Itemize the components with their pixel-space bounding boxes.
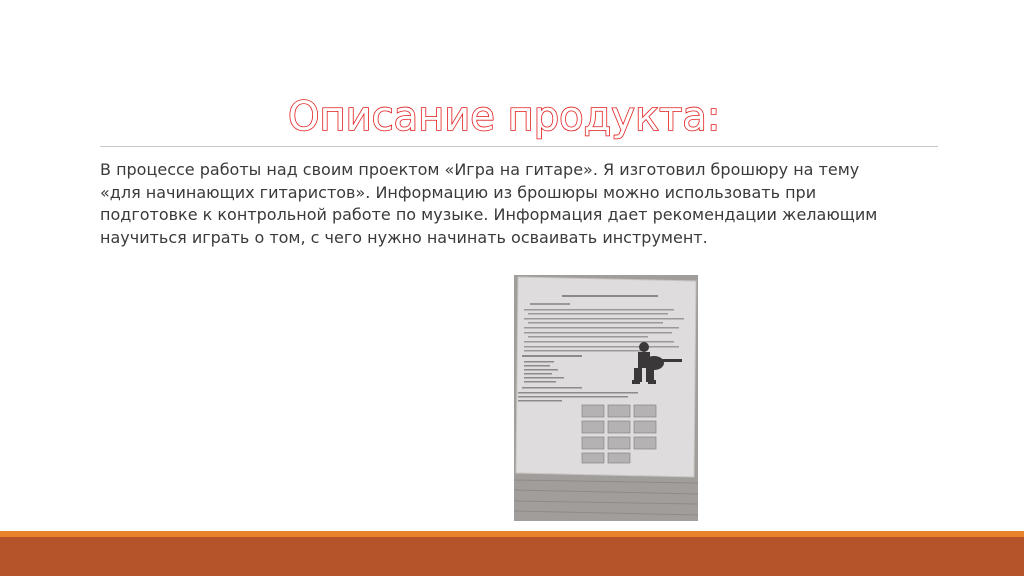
footer-bar — [0, 537, 1024, 576]
title-divider — [100, 146, 938, 147]
brochure-photo — [514, 275, 698, 521]
brochure-photo-drawing — [514, 275, 698, 521]
slide-title: Описание продукта: — [288, 94, 721, 140]
slide-body-text: В процессе работы над своим проектом «Игра на гитаре». Я изготовил брошюру на тему «для начинающих гитаристов». Информацию из брошюры можно использовать при подготовке к контрольной работе по музыке. Информация дает рекомендации желающим научиться играть о том, с чего нужно начинать осваивать инструмент. — [100, 160, 878, 247]
